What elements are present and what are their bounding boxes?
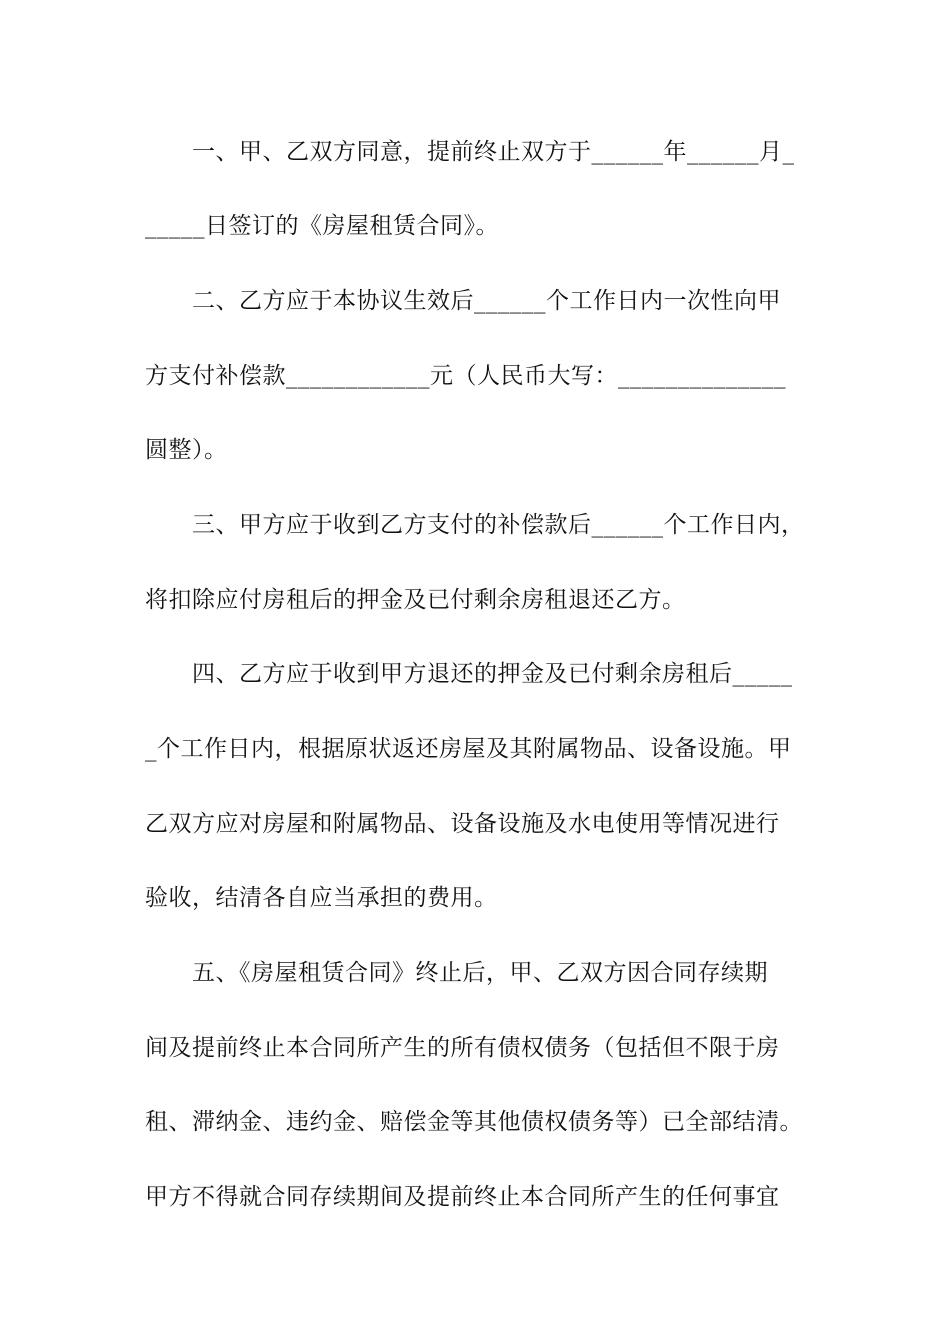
clause-4-line-4: 验收，结清各自应当承担的费用。 xyxy=(145,885,498,911)
clause-4-line-2: _个工作日内，根据原状返还房屋及其附属物品、设备设施。甲 xyxy=(145,736,792,762)
clause-4-line-1: 四、乙方应于收到甲方退还的押金及已付剩余房租后_____ xyxy=(192,661,793,687)
clause-5-line-2: 间及提前终止本合同所产生的所有债权债务（包括但不限于房 xyxy=(145,1035,780,1061)
clause-1-line-1: 一、甲、乙双方同意，提前终止双方于______年______月_ xyxy=(192,139,795,165)
clause-3-line-1: 三、甲方应于收到乙方支付的补偿款后______个工作日内， xyxy=(192,512,805,538)
clause-5-line-1: 五、《房屋租赁合同》终止后，甲、乙双方因合同存续期 xyxy=(192,960,768,986)
clause-2-line-3: 圆整）。 xyxy=(145,437,228,463)
clause-4-line-3: 乙双方应对房屋和附属物品、设备设施及水电使用等情况进行 xyxy=(145,811,780,837)
clause-2-line-1: 二、乙方应于本协议生效后______个工作日内一次性向甲 xyxy=(192,288,781,314)
clause-5-line-4: 甲方不得就合同存续期间及提前终止本合同所产生的任何事宜 xyxy=(145,1184,780,1210)
clause-2-line-2: 方支付补偿款____________元（人民币大写：______________ xyxy=(145,363,786,389)
clause-1-line-2: _____日签订的《房屋租赁合同》。 xyxy=(145,213,499,239)
clause-5-line-3: 租、滞纳金、违约金、赔偿金等其他债权债务等）已全部结清。 xyxy=(145,1109,803,1135)
clause-3-line-2: 将扣除应付房租后的押金及已付剩余房租退还乙方。 xyxy=(145,587,686,613)
